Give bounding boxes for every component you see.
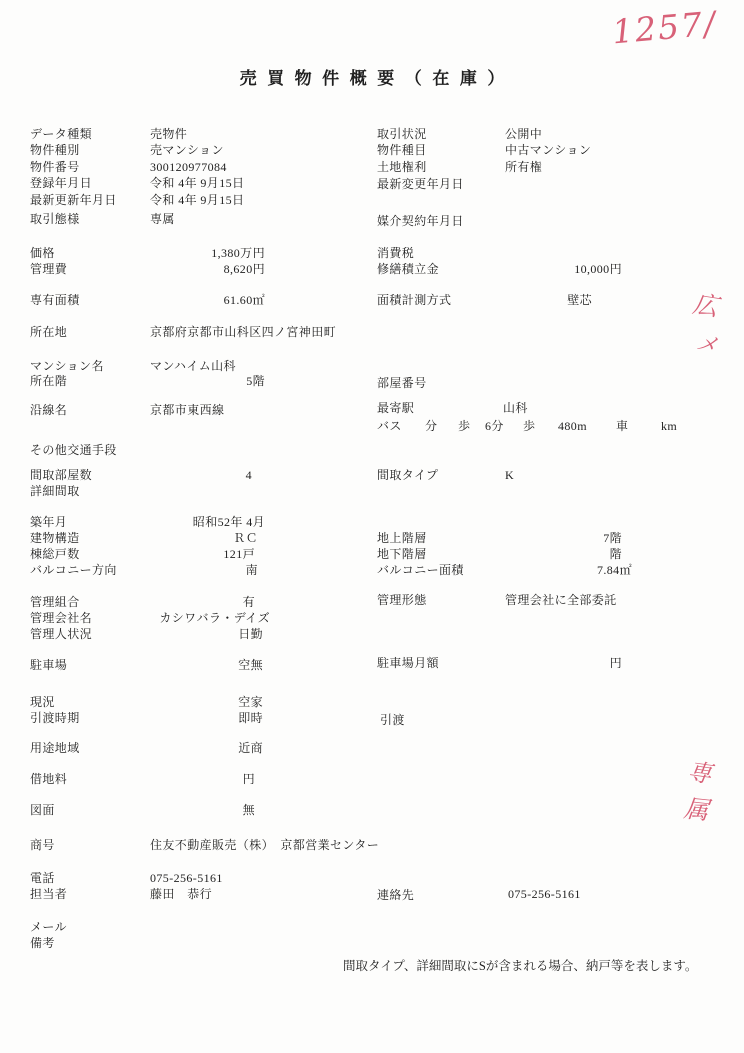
transit-walk1-label: 歩 (458, 419, 471, 433)
management-company-value: カシワバラ・デイズ (159, 611, 270, 625)
balcony-area-label: バルコニー面積 (377, 563, 464, 577)
phone-value: 075-256-5161 (150, 871, 223, 885)
property-category-value: 売マンション (150, 143, 224, 157)
property-type-value: 中古マンション (505, 143, 592, 157)
location-label: 所在地 (30, 325, 68, 339)
rail-line-value: 京都市東西線 (150, 403, 225, 417)
handwritten-note-batsu: メ (694, 329, 721, 359)
repair-reserve-value: 10,000円 (574, 262, 622, 276)
floors-above-value: 7階 (603, 531, 622, 545)
agent-label: 担当者 (30, 887, 68, 901)
company-label: 商号 (30, 838, 55, 852)
balcony-direction-value: 南 (245, 563, 258, 577)
floors-above-label: 地上階層 (377, 531, 427, 545)
transaction-status-value: 公開中 (505, 127, 543, 141)
remarks-label: 備考 (30, 936, 55, 950)
nearest-station-value: 山科 (503, 401, 528, 415)
building-name-value: マンハイム山科 (150, 359, 236, 373)
transaction-status-label: 取引状況 (377, 127, 427, 141)
handwritten-note-senzoku-1: 専 (685, 757, 714, 789)
transit-walk2-label: 歩 (523, 419, 536, 433)
structure-value: ＲＣ (233, 531, 258, 545)
price-value: 1,380万円 (211, 246, 265, 260)
management-fee-label: 管理費 (30, 262, 68, 276)
area-measurement-label: 面積計測方式 (377, 293, 452, 307)
parking-monthly-value: 円 (609, 656, 622, 670)
exclusive-area-value: 61.60㎡ (223, 293, 265, 307)
data-type-label: データ種類 (30, 127, 93, 141)
last-update-date-value: 令和 4年 9月15日 (150, 193, 245, 207)
contact-label: 連絡先 (377, 888, 415, 902)
transit-walk2-value: 480m (558, 419, 587, 433)
management-assoc-label: 管理組合 (30, 595, 80, 609)
management-fee-value: 8,620円 (223, 262, 265, 276)
floor-value: 5階 (246, 374, 265, 388)
parking-label: 駐車場 (30, 658, 68, 672)
rail-line-label: 沿線名 (30, 403, 68, 417)
property-number-value: 300120977084 (150, 160, 227, 174)
management-assoc-value: 有 (242, 595, 255, 609)
area-measurement-value: 壁芯 (567, 293, 592, 307)
land-rights-value: 所有権 (505, 160, 543, 174)
balcony-direction-label: バルコニー方向 (30, 563, 117, 577)
land-lease-fee-label: 借地料 (30, 772, 68, 786)
handwritten-page-number: 1257/ (610, 3, 719, 52)
transit-car-label: 車 (616, 419, 629, 433)
drawing-value: 無 (242, 803, 255, 817)
exclusive-area-label: 専有面積 (30, 293, 80, 307)
repair-reserve-label: 修繕積立金 (377, 262, 440, 276)
handover-timing-label: 引渡時期 (30, 711, 80, 725)
floors-below-value: 階 (609, 547, 622, 561)
email-label: メール (30, 920, 67, 934)
layout-type-label: 間取タイプ (377, 468, 439, 482)
price-label: 価格 (30, 246, 55, 260)
parking-monthly-label: 駐車場月額 (377, 656, 440, 670)
room-number-label: 部屋番号 (377, 376, 427, 390)
transit-car-unit: km (661, 419, 678, 433)
agent-value: 藤田 恭行 (150, 887, 213, 901)
transit-bus-unit: 分 (425, 419, 438, 433)
brokerage-contract-date-label: 媒介契約年月日 (377, 214, 464, 228)
management-form-value: 管理会社に全部委託 (505, 593, 617, 607)
layout-detail-label: 詳細間取 (30, 484, 80, 498)
registration-date-value: 令和 4年 9月15日 (150, 176, 245, 190)
last-change-date-label: 最新変更年月日 (377, 177, 464, 191)
total-units-label: 棟総戸数 (30, 547, 80, 561)
last-update-date-label: 最新更新年月日 (30, 193, 117, 207)
room-count-label: 間取部屋数 (30, 468, 93, 482)
building-name-label: マンション名 (30, 359, 104, 373)
transit-walk1-value: 6分 (485, 419, 504, 433)
footer-note: 間取タイプ、詳細間取にSが含まれる場合、納戸等を表します。 (343, 959, 698, 973)
transit-bus-label: バス (377, 419, 402, 433)
floors-below-label: 地下階層 (377, 547, 427, 561)
land-lease-fee-value: 円 (242, 772, 255, 786)
handwritten-note-senzoku-2: 属 (682, 793, 711, 826)
zoning-label: 用途地域 (30, 741, 80, 755)
room-count-value: 4 (245, 468, 252, 482)
transaction-type-label: 取引態様 (30, 212, 80, 226)
consumption-tax-label: 消費税 (377, 246, 415, 260)
nearest-station-label: 最寄駅 (377, 401, 415, 415)
land-rights-label: 土地権利 (377, 160, 427, 174)
contact-value: 075-256-5161 (508, 887, 581, 901)
current-status-label: 現況 (30, 695, 55, 709)
built-date-value: 昭和52年 4月 (192, 515, 265, 529)
company-value: 住友不動産販売（株） 京都営業センター (150, 838, 380, 852)
phone-label: 電話 (30, 871, 55, 885)
built-date-label: 築年月 (30, 515, 68, 529)
property-category-label: 物件種別 (30, 143, 80, 157)
manager-status-value: 日勤 (238, 627, 263, 641)
transaction-type-value: 専属 (150, 212, 175, 226)
management-company-label: 管理会社名 (30, 611, 93, 625)
floor-label: 所在階 (30, 374, 68, 388)
layout-type-value: K (505, 468, 515, 482)
handwritten-note-hiro: 広 (690, 289, 720, 322)
structure-label: 建物構造 (30, 531, 80, 545)
drawing-label: 図面 (30, 803, 55, 817)
property-number-label: 物件番号 (30, 160, 80, 174)
data-type-value: 売物件 (150, 127, 188, 141)
total-units-value: 121戸 (223, 547, 255, 561)
balcony-area-value: 7.84㎡ (596, 563, 632, 577)
registration-date-label: 登録年月日 (30, 176, 93, 190)
zoning-value: 近商 (238, 741, 263, 755)
handover-timing-value: 即時 (238, 711, 263, 725)
other-transport-label: その他交通手段 (30, 443, 117, 457)
handover-label: 引渡 (380, 713, 405, 727)
parking-value: 空無 (238, 658, 263, 672)
current-status-value: 空家 (238, 695, 263, 709)
location-value: 京都府京都市山科区四ノ宮神田町 (150, 325, 337, 339)
management-form-label: 管理形態 (377, 593, 427, 607)
page-title: 売買物件概要（在庫） (239, 69, 515, 88)
manager-status-label: 管理人状況 (30, 627, 93, 641)
property-type-label: 物件種目 (377, 143, 427, 157)
